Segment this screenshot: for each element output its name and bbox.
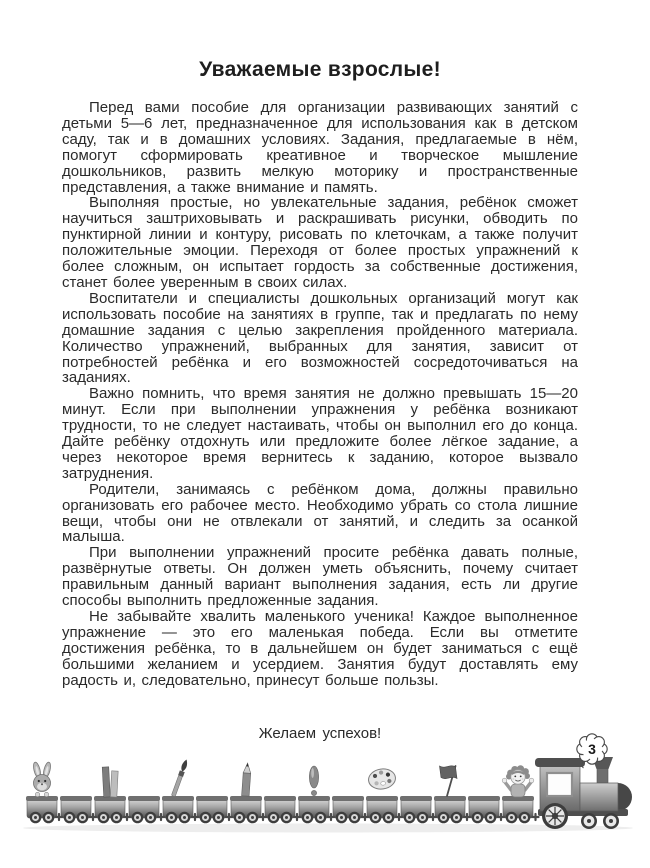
paintbrush-icon bbox=[171, 759, 189, 797]
palette-icon bbox=[367, 767, 397, 791]
intro-paragraph-2: Выполняя простые, но увлекательные задания, ребёнок сможет научиться заштриховывать и раскрашивать рисунки, обводить по пунктирной линии и контуру, рисовать по клеточкам, а также получит положительные эмоции. Переходя от более простых упражнений к более сложным, он испытает гордость за собственные достижения, станет более уверенным в своих силах. bbox=[62, 194, 578, 291]
books-icon bbox=[102, 767, 118, 797]
intro-paragraph-4: Важно помнить, что время занятия не должно превышать 15—20 минут. Если при выполнении упражнения у ребёнка возникают трудности, то не следует настаивать, чтобы он выполнил его до конца. Дайте ребёнку отдохнуть или предложите более лёгкое задание, а через некоторое время вернитесь к заданию, которое вызвало затруднения. bbox=[62, 385, 578, 482]
train-illustration bbox=[0, 733, 650, 838]
pencil-icon bbox=[242, 763, 252, 796]
intro-paragraph-3: Воспитатели и специалисты дошкольных организаций могут как использовать пособие на занятиях в группе, так и предлагать по нему домашние задания с целью закрепления пройденного материала. Количество упражнений, выбранных для занятия, зависит от потребностей ребёнка и его возможностей сосредоточиваться на заданиях. bbox=[62, 289, 578, 387]
closing-line: Желаем успехов! bbox=[258, 724, 382, 742]
intro-paragraph-6: При выполнении упражнений просите ребёнка давать полные, развёрнутые ответы. Он должен уметь объяснить, почему считает правильным данный вариант выполнения задания, есть ли другие способы выполнить предложенные задания. bbox=[62, 544, 578, 610]
page-content bbox=[62, 0, 578, 742]
page-number: 3 bbox=[588, 741, 596, 757]
flag-icon bbox=[440, 766, 458, 796]
rabbit-icon bbox=[32, 762, 52, 797]
ink-drop-icon bbox=[309, 766, 318, 796]
page-title: Уважаемые взрослые! bbox=[199, 58, 441, 81]
intro-paragraph-5: Родители, занимаясь с ребёнком дома, должны правильно организовать его рабочее место. Необходимо убрать со стола лишние вещи, чтобы они не отвлекали от занятий, и следить за осанкой малыша. bbox=[62, 480, 578, 546]
intro-paragraph-1: Перед вами пособие для организации развивающих занятий с детьми 5—6 лет, предназначенное для использования как в детском саду, так и в домашних условиях. Задания, предлагаемые в нём, помогут сформировать креативное и творческое мышление дошкольников, развить мелкую моторику и пространственные представления, а также внимание и память. bbox=[62, 99, 578, 196]
child-icon bbox=[502, 765, 534, 797]
train-shadow bbox=[23, 824, 633, 833]
train-wagons bbox=[26, 796, 539, 823]
intro-paragraph-7: Не забывайте хвалить маленького ученика! Каждое выполненное упражнение — это его маленькая победа. Если вы отметите достижения ребёнка, то в дальнейшем он будет заниматься с ещё большими желанием и усердием. Занятия будут доставлять ему радость и, следовательно, принесут больше пользы. bbox=[62, 608, 578, 689]
